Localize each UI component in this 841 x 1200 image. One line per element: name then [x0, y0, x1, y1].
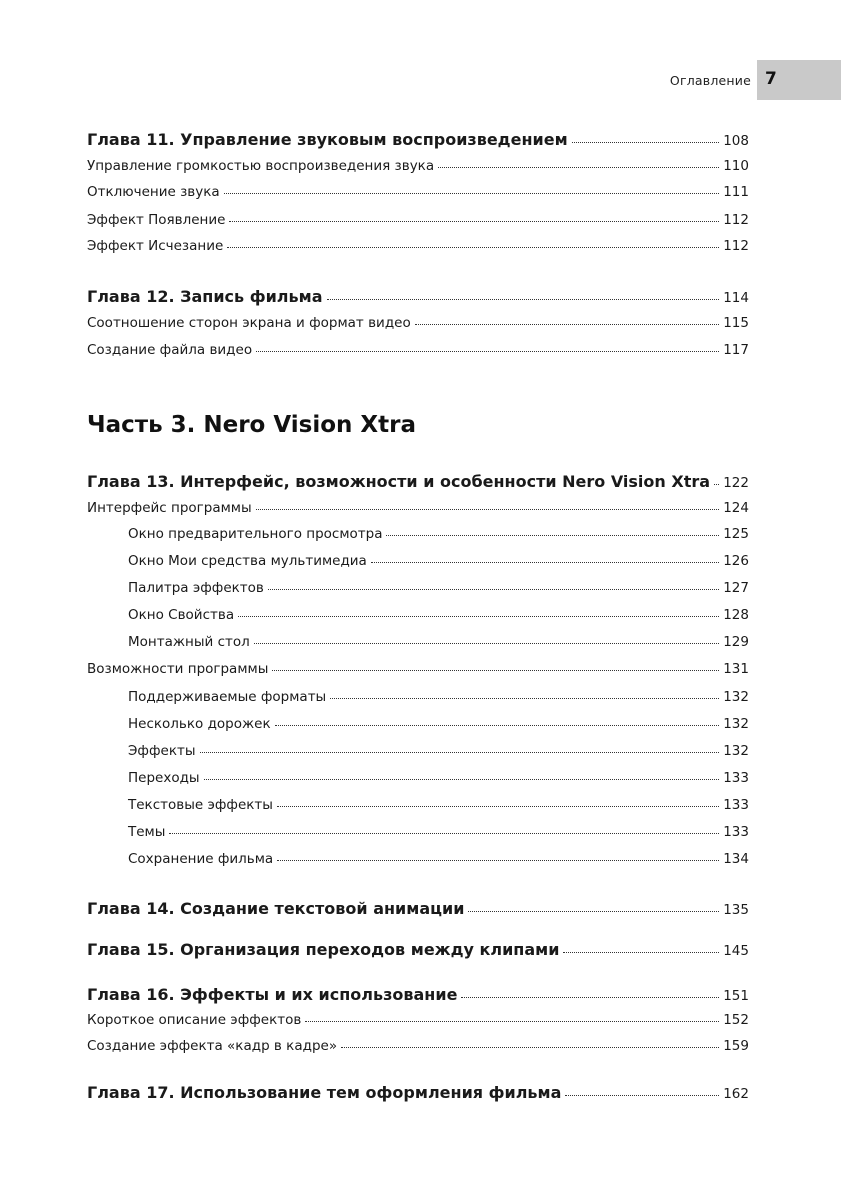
toc-chapter-row[interactable] — [87, 287, 749, 306]
dot-leader — [572, 141, 720, 143]
toc-entry-title: Монтажный стол — [128, 634, 250, 650]
dot-leader — [256, 508, 720, 510]
toc-entry-page: 151 — [723, 988, 749, 1004]
toc-entry-row[interactable] — [87, 158, 749, 174]
running-header: Оглавление — [669, 73, 751, 88]
dot-leader — [256, 350, 719, 352]
toc-entry-title: Эффект Исчезание — [87, 238, 224, 254]
toc-entry-title: Эффекты — [128, 743, 196, 759]
toc-entry-page: 133 — [723, 824, 749, 840]
toc-entry-title: Соотношение сторон экрана и формат видео — [87, 315, 411, 331]
toc-entry-row[interactable] — [128, 689, 749, 705]
toc-entry-page: 112 — [723, 212, 749, 228]
dot-leader — [468, 910, 719, 912]
toc-entry-page: 134 — [723, 851, 749, 867]
toc-entry-page: 126 — [723, 553, 749, 569]
toc-entry-title: Сохранение фильма — [128, 851, 274, 867]
toc-entry-page: 132 — [723, 716, 749, 732]
toc-entry-title: Окно Мои средства мультимедиа — [128, 553, 367, 569]
toc-entry-title: Создание файла видео — [87, 342, 253, 358]
toc-entry-page: 132 — [723, 689, 749, 705]
toc-entry-page: 125 — [723, 526, 749, 542]
toc-entry-title: Управление громкостью воспроизведения звука — [87, 158, 435, 174]
toc-entry-row[interactable] — [128, 851, 749, 867]
dot-leader — [565, 1094, 719, 1096]
toc-entry-page: 133 — [723, 797, 749, 813]
toc-entry-page: 112 — [723, 238, 749, 254]
toc-entry-page: 108 — [723, 133, 749, 149]
toc-entry-title: Эффект Появление — [87, 212, 226, 228]
toc-entry-title: Несколько дорожек — [128, 716, 271, 732]
toc-entry-row[interactable] — [128, 716, 749, 732]
dot-leader — [200, 751, 720, 753]
toc-entry-title: Палитра эффектов — [128, 580, 264, 596]
toc-entry-page: 111 — [723, 184, 749, 200]
toc-entry-row[interactable] — [87, 315, 749, 331]
toc-entry-page: 132 — [723, 743, 749, 759]
toc-entry-page: 129 — [723, 634, 749, 650]
toc-entry-title: Переходы — [128, 770, 200, 786]
dot-leader — [224, 192, 720, 194]
dot-leader — [415, 323, 720, 325]
toc-chapter-row[interactable] — [87, 472, 749, 491]
toc-entry-row[interactable] — [128, 824, 749, 840]
dot-leader — [268, 588, 719, 590]
toc-entry-page: 117 — [723, 342, 749, 358]
toc-entry-title: Создание эффекта «кадр в кадре» — [87, 1038, 338, 1054]
toc-entry-title: Поддерживаемые форматы — [128, 689, 327, 705]
dot-leader — [461, 996, 719, 998]
toc-entry-title: Окно предварительного просмотра — [128, 526, 383, 542]
dot-leader — [227, 246, 719, 248]
dot-leader — [275, 724, 720, 726]
toc-entry-title: Глава 12. Запись фильма — [87, 287, 323, 306]
toc-entry-page: 115 — [723, 315, 749, 331]
dot-leader — [169, 832, 719, 834]
toc-entry-title: Окно Свойства — [128, 607, 235, 623]
toc-entry-row[interactable] — [128, 634, 749, 650]
toc-entry-page: 131 — [723, 661, 749, 677]
toc-entry-row[interactable] — [87, 342, 749, 358]
toc-entry-title: Глава 17. Использование тем оформления фильма — [87, 1083, 562, 1102]
toc-entry-title: Глава 16. Эффекты и их использование — [87, 985, 458, 1004]
toc-entry-row[interactable] — [87, 1038, 749, 1054]
toc-chapter-row[interactable] — [87, 985, 749, 1004]
toc-entry-row[interactable] — [87, 212, 749, 228]
toc-entry-page: 162 — [723, 1086, 749, 1102]
dot-leader — [341, 1046, 719, 1048]
toc-entry-page: 127 — [723, 580, 749, 596]
dot-leader — [238, 615, 719, 617]
dot-leader — [254, 642, 719, 644]
toc-entry-row[interactable] — [128, 553, 749, 569]
toc-entry-title: Возможности программы — [87, 661, 269, 677]
toc-entry-title: Глава 15. Организация переходов между клипами — [87, 940, 560, 959]
dot-leader — [563, 951, 719, 953]
toc-entry-row[interactable] — [87, 661, 749, 677]
toc-entry-row[interactable] — [128, 526, 749, 542]
toc-entry-page: 122 — [723, 475, 749, 491]
dot-leader — [371, 561, 719, 563]
toc-entry-title: Отключение звука — [87, 184, 220, 200]
dot-leader — [204, 778, 720, 780]
toc-entry-row[interactable] — [87, 184, 749, 200]
dot-leader — [438, 166, 719, 168]
toc-entry-page: 124 — [723, 500, 749, 516]
page-number-tab — [757, 60, 841, 100]
toc-entry-row[interactable] — [128, 607, 749, 623]
dot-leader — [229, 220, 719, 222]
part-title: Часть 3. Nero Vision Xtra — [87, 412, 416, 438]
toc-entry-row[interactable] — [87, 500, 749, 516]
dot-leader — [330, 697, 719, 699]
toc-entry-title: Глава 11. Управление звуковым воспроизведением — [87, 130, 568, 149]
toc-entry-page: 152 — [723, 1012, 749, 1028]
toc-entry-row[interactable] — [87, 238, 749, 254]
dot-leader — [277, 859, 719, 861]
toc-entry-title: Темы — [128, 824, 166, 840]
toc-entry-title: Глава 14. Создание текстовой анимации — [87, 899, 465, 918]
toc-entry-row[interactable] — [128, 797, 749, 813]
toc-entry-page: 133 — [723, 770, 749, 786]
toc-entry-page: 114 — [723, 290, 749, 306]
toc-entry-page: 110 — [723, 158, 749, 174]
toc-chapter-row[interactable] — [87, 130, 749, 149]
toc-chapter-row[interactable] — [87, 940, 749, 959]
toc-entry-page: 159 — [723, 1038, 749, 1054]
toc-entry-title: Текстовые эффекты — [128, 797, 273, 813]
page-number: 7 — [765, 69, 777, 89]
toc-entry-row[interactable] — [87, 1012, 749, 1028]
dot-leader — [714, 483, 719, 485]
toc-entry-row[interactable] — [128, 743, 749, 759]
toc-entry-page: 145 — [723, 943, 749, 959]
toc-entry-page: 135 — [723, 902, 749, 918]
dot-leader — [305, 1020, 719, 1022]
dot-leader — [277, 805, 719, 807]
dot-leader — [327, 298, 720, 300]
toc-entry-page: 128 — [723, 607, 749, 623]
toc-entry-title: Интерфейс программы — [87, 500, 252, 516]
dot-leader — [272, 669, 719, 671]
toc-entry-title: Короткое описание эффектов — [87, 1012, 302, 1028]
toc-chapter-row[interactable] — [87, 899, 749, 918]
dot-leader — [386, 534, 719, 536]
toc-entry-title: Глава 13. Интерфейс, возможности и особенности Nero Vision Xtra — [87, 472, 711, 491]
toc-entry-row[interactable] — [128, 770, 749, 786]
toc-chapter-row[interactable] — [87, 1083, 749, 1102]
toc-entry-row[interactable] — [128, 580, 749, 596]
